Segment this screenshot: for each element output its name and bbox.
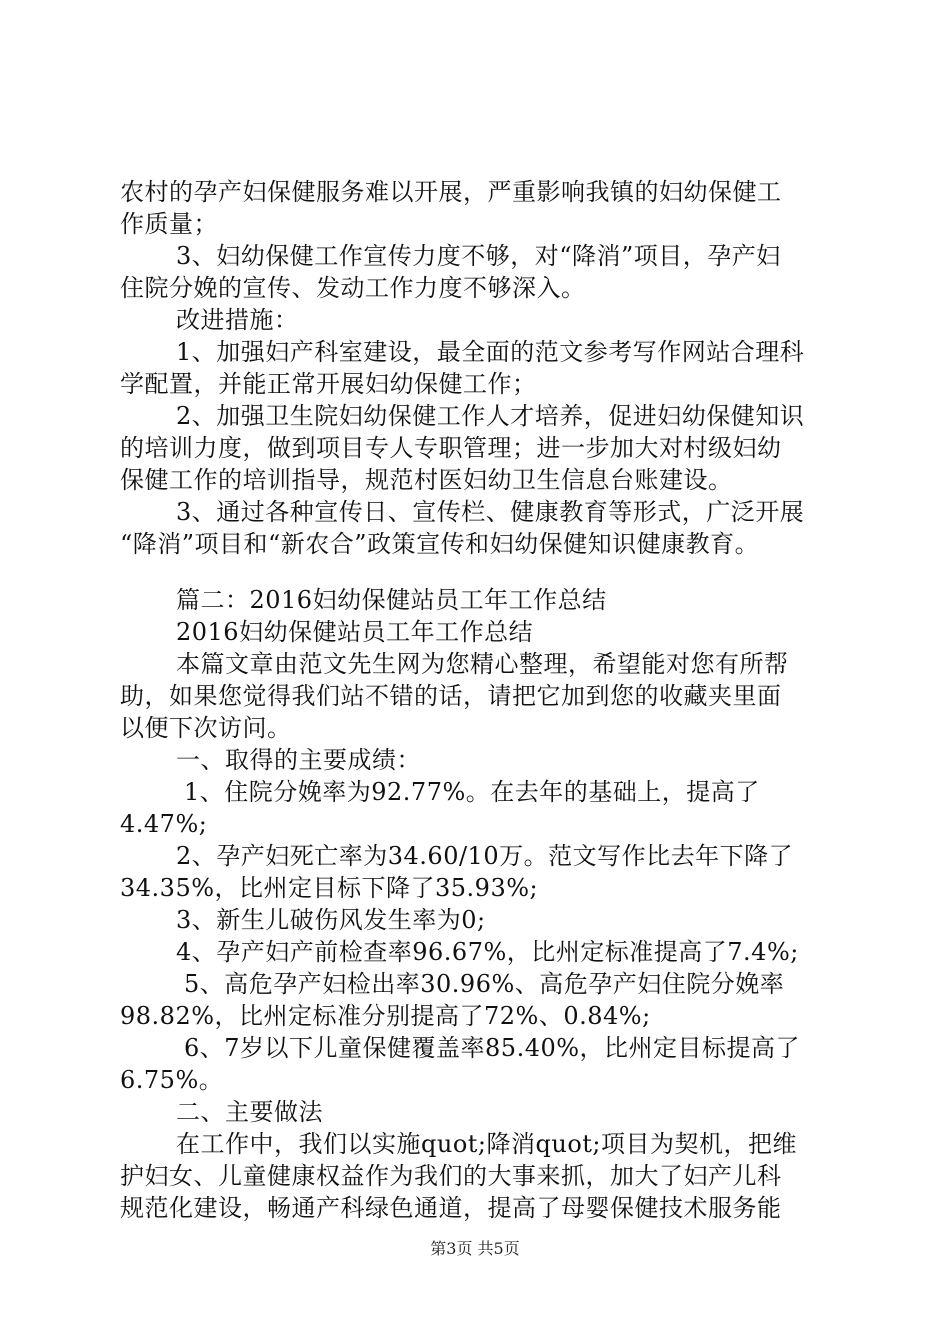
body-text-line: 4、孕产妇产前检查率96.67%，比州定标准提高了7.4%;: [176, 938, 799, 966]
body-text-line: 1、住院分娩率为92.77%。在去年的基础上，提高了: [184, 778, 760, 806]
body-text-line: 农村的孕产妇保健服务难以开展，严重影响我镇的妇幼保健工: [120, 178, 782, 206]
body-text-line: 1、加强妇产科室建设，最全面的范文参考写作网站合理科: [176, 338, 805, 366]
page-number: 第3页 共5页: [430, 1239, 520, 1258]
article-subtitle: 2016妇幼保健站员工年工作总结: [176, 618, 534, 646]
body-text-line: 4.47%;: [120, 810, 208, 838]
article-title: 篇二：2016妇幼保健站员工年工作总结: [176, 586, 607, 614]
section-heading: 一、取得的主要成绩：: [176, 746, 421, 774]
body-text-line: 以便下次访问。: [120, 714, 292, 742]
body-text-line: 6、7岁以下儿童保健覆盖率85.40%，比州定目标提高了: [184, 1034, 801, 1062]
body-text-line: 6.75%。: [120, 1066, 224, 1094]
body-text-line: 助，如果您觉得我们站不错的话，请把它加到您的收藏夹里面: [120, 682, 782, 710]
body-text-line: 作质量；: [120, 210, 218, 238]
body-text-line: 3、妇幼保健工作宣传力度不够，对“降消”项目，孕产妇: [176, 242, 781, 270]
body-text-line: 本篇文章由范文先生网为您精心整理，希望能对您有所帮: [176, 650, 789, 678]
body-text-line: 规范化建设，畅通产科绿色通道，提高了母婴保健技术服务能: [120, 1194, 782, 1222]
body-text-line: 住院分娩的宣传、发动工作力度不够深入。: [120, 274, 586, 302]
body-text-line: 在工作中，我们以实施quot;降消quot;项目为契机，把维: [176, 1130, 797, 1158]
body-text-line: “降消”项目和“新农合”政策宣传和妇幼保健知识健康教育。: [120, 530, 760, 558]
body-text-line: 34.35%，比州定目标下降了35.93%;: [120, 874, 539, 902]
body-text-line: 5、高危孕产妇检出率30.96%、高危孕产妇住院分娩率: [184, 970, 785, 998]
body-text-line: 2、加强卫生院妇幼保健工作人才培养，促进妇幼保健知识: [176, 402, 805, 430]
body-text-line: 保健工作的培训指导，规范村医妇幼卫生信息台账建设。: [120, 466, 733, 494]
body-text-line: 2、孕产妇死亡率为34.60/10万。范文写作比去年下降了: [176, 842, 794, 870]
body-text-line: 98.82%，比州定标准分别提高了72%、0.84%;: [120, 1002, 651, 1030]
section-heading: 二、主要做法: [176, 1098, 323, 1126]
body-text-line: 3、新生儿破伤风发生率为0;: [176, 906, 486, 934]
section-heading: 改进措施：: [176, 306, 299, 334]
body-text-line: 的培训力度，做到项目专人专职管理；进一步加大对村级妇幼: [120, 434, 782, 462]
body-text-line: 护妇女、儿童健康权益作为我们的大事来抓，加大了妇产儿科: [120, 1162, 782, 1190]
body-text-line: 学配置，并能正常开展妇幼保健工作；: [120, 370, 537, 398]
body-text-line: 3、通过各种宣传日、宣传栏、健康教育等形式，广泛开展: [176, 498, 805, 526]
